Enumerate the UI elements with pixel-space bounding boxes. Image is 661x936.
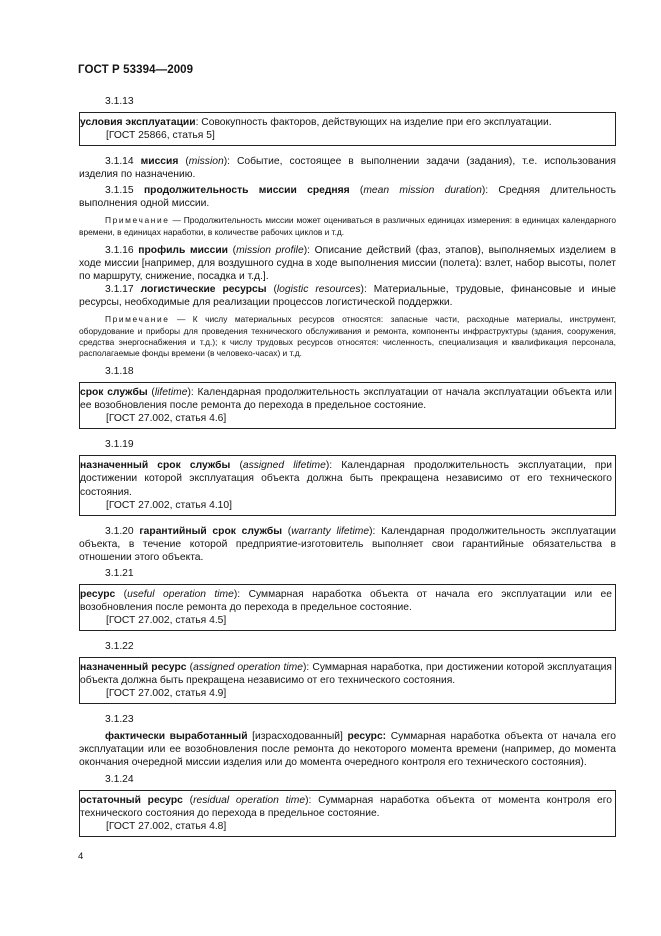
english-term: logistic resources: [276, 284, 361, 296]
note-3-1-17: [79, 314, 616, 359]
term: продолжительность миссии средняя: [143, 185, 350, 197]
english-term: warranty lifetime: [291, 525, 370, 537]
term-box-3-1-19: [79, 455, 616, 515]
term-definition-3-1-20: 3.1.20 гарантийный срок службы (warranty lifetime): Календарная продолжительность эксплуатации объекта, в течение которой предприятие-изготовитель выполняет свои гарантийные обязательства в отношении этого объекта.: [79, 525, 616, 563]
term-definition-3-1-22: назначенный ресурс (assigned operation time): Суммарная наработка, при достижении которой эксплуатация объекта должна быть прекращена независимо от его технического состояния.: [80, 662, 612, 687]
page-number: 4: [78, 851, 84, 862]
definition: ): Событие, состоящее в выполнении задачи (задания), т.е. использования изделия по назначению.: [79, 156, 616, 181]
term-definition-3-1-23: [79, 730, 616, 769]
term-definition-3-1-13: [80, 116, 612, 129]
note-label: Примечание: [105, 314, 170, 325]
term-definition-3-1-24: остаточный ресурс (residual operation time): Суммарная наработка объекта от момента контроля его технического состояния до перехода в предельное состояние.: [80, 794, 612, 819]
english-term: mission: [188, 156, 224, 168]
entry-number-3-1-24: 3.1.24: [105, 773, 134, 785]
entry-number: 3.1.17: [105, 284, 134, 296]
term-box-3-1-18: [79, 382, 616, 429]
term-definition-3-1-15: 3.1.15 продолжительность миссии средняя (mean mission duration): Средняя длительность выполнения одной миссии.: [79, 185, 616, 210]
term: ресурс: [80, 588, 116, 600]
definition: ): Средняя длительность выполнения одной миссии.: [79, 185, 616, 210]
definition: ): Описание действий (фаз, этапов), выполняемых изделием в ходе миссии [например, для воздушного судна в ходе выполнения миссии (полета): взлет, набор высоты, полет по маршруту, снижение, посадка и т.д.].: [79, 244, 616, 283]
english-term: mean mission duration: [363, 185, 482, 197]
term-box-3-1-22: [79, 657, 616, 704]
term-definition-3-1-16: 3.1.16 профиль миссии (mission profile): Описание действий (фаз, этапов), выполняемых изделием в ходе миссии [например, для воздушного судна в ходе выполнения миссии (полета): взлет, набор высоты, полет по маршруту, снижение, посадка и т.д.].: [79, 244, 616, 283]
term: миссия: [140, 156, 179, 168]
entry-number: 3.1.16: [105, 244, 134, 256]
term: условия эксплуатации: [80, 117, 196, 128]
term-box-3-1-13: [79, 112, 616, 146]
source-reference: [ГОСТ 27.002, статья 4.5]: [106, 615, 227, 627]
definition: ): Календарная продолжительность эксплуатации, при достижении которой эксплуатация объекта должна быть прекращена независимо от его технического состояния.: [80, 460, 612, 498]
term-definition-3-1-18: срок службы (lifetime): Календарная продолжительность эксплуатации от начала эксплуатации объекта или ее возобновления после ремонта до перехода в предельное состояние.: [80, 387, 613, 412]
term-part-2: ресурс:: [347, 731, 387, 743]
entry-number: 3.1.15: [105, 185, 134, 197]
source-reference: [ГОСТ 25866, статья 5]: [106, 130, 215, 142]
entry-number-3-1-13: 3.1.13: [105, 96, 134, 107]
note-text: — Продолжительность миссии может оцениваться в различных единицах измерения: в единицах календарного времени, в единицах наработки, в количестве рабочих циклов и т.д.: [79, 215, 617, 237]
term: логистические ресурсы: [140, 284, 267, 296]
source-reference: [ГОСТ 27.002, статья 4.8]: [106, 820, 227, 832]
definition: Суммарная наработка объекта от начала его эксплуатации или ее возобновления после ремонта до некоторого момента времени (например, до момента окончания очередной миссии изделия или до момента очередного контроля его технического состояния).: [79, 731, 616, 769]
entry-number-3-1-22: 3.1.22: [105, 641, 134, 653]
term-definition-3-1-14: 3.1.14 миссия (mission): Событие, состоящее в выполнении задачи (задания), т.е. использования изделия по назначению.: [79, 156, 616, 181]
english-term: mission profile: [236, 244, 304, 256]
term-box-3-1-24: [79, 790, 616, 837]
source-reference: [ГОСТ 27.002, статья 4.10]: [106, 499, 232, 511]
term-bracket: [израсходованный]: [247, 731, 348, 743]
english-term: assigned lifetime: [242, 460, 326, 472]
term: назначенный срок службы: [80, 460, 231, 472]
term: профиль миссии: [138, 244, 229, 256]
term-definition-3-1-19: назначенный срок службы (assigned lifetime): Календарная продолжительность эксплуатации, при достижении которой эксплуатация объекта должна быть прекращена независимо от его технического состояния.: [80, 460, 612, 498]
term-definition-3-1-17: 3.1.17 логистические ресурсы (logistic resources): Материальные, трудовые, финансовые и иные ресурсы, необходимые для реализации процессов логистической поддержки.: [79, 284, 616, 309]
source-reference: [ГОСТ 27.002, статья 4.9]: [106, 688, 227, 700]
term: остаточный ресурс: [80, 794, 183, 806]
term-definition-3-1-21: ресурс (useful operation time): Суммарная наработка объекта от начала его эксплуатации или ее возобновления после ремонта до перехода в предельное состояние.: [80, 588, 613, 613]
document-body: [79, 95, 616, 846]
english-term: assigned operation time: [193, 662, 303, 674]
definition: ): Календарная продолжительность эксплуатации от начала эксплуатации объекта или ее возобновления после ремонта до перехода в предельное состояние.: [80, 387, 613, 412]
term: срок службы: [80, 387, 148, 399]
english-term: useful operation time: [127, 588, 234, 600]
definition: ): Суммарная наработка объекта от момента контроля его технического состояния до перехода в предельное состояние.: [80, 794, 612, 819]
entry-number-3-1-21: 3.1.21: [105, 567, 134, 579]
source-reference: [ГОСТ 27.002, статья 4.6]: [106, 413, 227, 425]
english-term: residual operation time: [193, 794, 306, 806]
term: назначенный ресурс: [80, 662, 187, 674]
entry-number: 3.1.20: [105, 525, 134, 537]
entry-number-3-1-23: 3.1.23: [105, 714, 134, 726]
definition: ): Суммарная наработка, при достижении которой эксплуатация объекта должна быть прекращена независимо от его технического состояния.: [80, 662, 612, 687]
document-code: ГОСТ Р 53394—2009: [78, 64, 194, 76]
definition: ): Календарная продолжительность эксплуатации объекта, в течение которой предприятие-изготовитель выполняет свои гарантийные обязательства в отношении этого объекта.: [79, 525, 616, 563]
entry-number: 3.1.14: [105, 156, 134, 168]
english-term: lifetime: [154, 387, 188, 399]
definition: ): Суммарная наработка объекта от начала его эксплуатации или ее возобновления после ремонта до перехода в предельное состояние.: [80, 588, 613, 613]
note-text: — К числу материальных ресурсов относятся: запасные части, расходные материалы, инструмент, оборудование и приборы для проведения технического обслуживания и ремонта, компоненты инфраструктуры (здания, сооружения, средства энергоснабжения и т.д.); к числу трудовых ресурсов относятся: численность, специализация и квалификация персонала, располагаемые фонды времени (в человеко-часах) и т.д.: [79, 314, 617, 358]
entry-number-3-1-19: 3.1.19: [105, 439, 134, 451]
entry-number-3-1-18: 3.1.18: [105, 366, 134, 378]
term-box-3-1-21: [79, 584, 616, 631]
note-label: Примечание: [105, 215, 170, 226]
term-part-1: фактически выработанный: [105, 731, 248, 743]
note-3-1-15: [79, 215, 616, 237]
term: гарантийный срок службы: [139, 525, 283, 537]
definition: ): Материальные, трудовые, финансовые и иные ресурсы, необходимые для реализации процессов логистической поддержки.: [79, 284, 616, 309]
definition: : Совокупность факторов, действующих на изделие при его эксплуатации.: [195, 117, 552, 128]
